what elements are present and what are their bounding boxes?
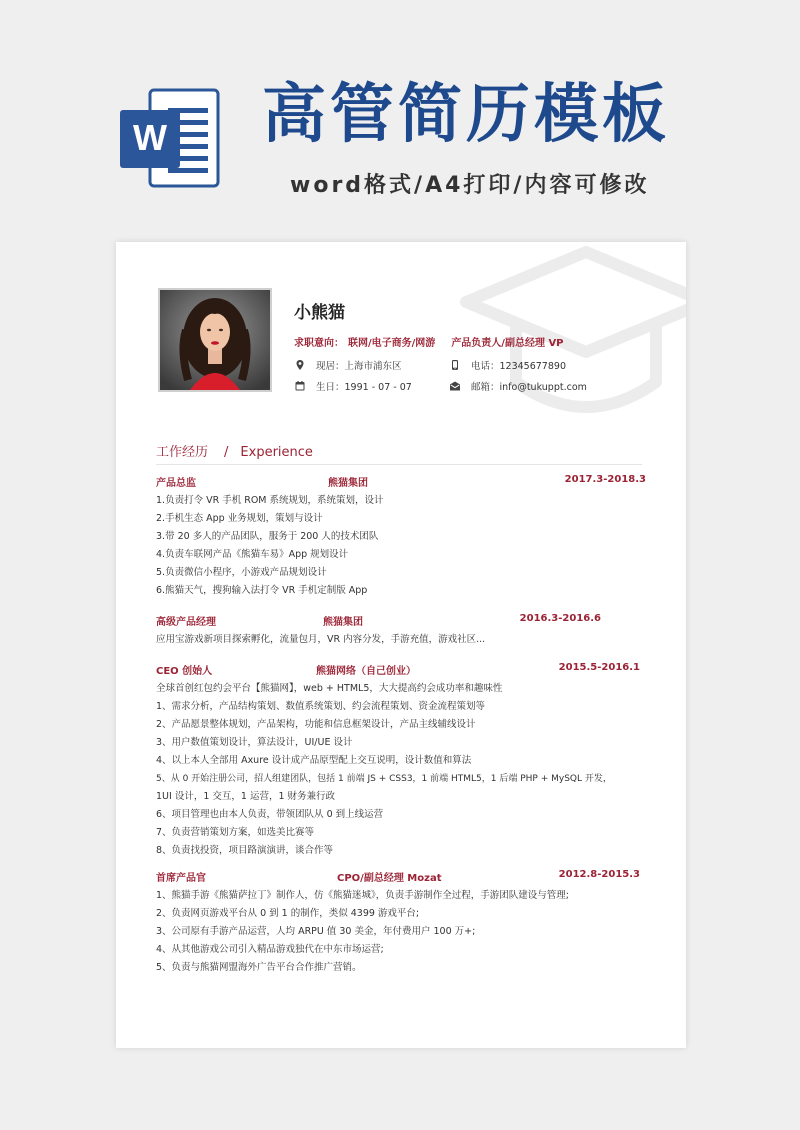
job-line: 4、以上本人全部用 Axure 设计成产品原型配上交互说明，设计数值和算法 bbox=[156, 755, 472, 766]
job-line: 5.负责微信小程序，小游戏产品规划设计 bbox=[156, 567, 327, 578]
job-date: 2012.8-2015.3 bbox=[558, 869, 640, 880]
job-entry bbox=[156, 474, 646, 600]
job-line: 全球首创红包约会平台【熊猫网】，web + HTML5，大大提高约会成功率和趣味性 bbox=[156, 683, 503, 694]
job-company: 熊猫集团 bbox=[328, 478, 368, 489]
job-line: 6.熊猫天气，搜狗输入法打令 VR 手机定制版 App bbox=[156, 585, 368, 596]
job-header bbox=[156, 474, 646, 488]
job-line: 1.负责打令 VR 手机 ROM 系统规划，系统策划，设计 bbox=[156, 495, 384, 506]
job-entry bbox=[156, 869, 646, 977]
resume-page bbox=[116, 242, 686, 1048]
location-row bbox=[294, 358, 402, 372]
job-date: 2016.3-2016.6 bbox=[519, 613, 601, 624]
job-description bbox=[156, 631, 646, 649]
job-date: 2015.5-2016.1 bbox=[558, 662, 640, 673]
email-row bbox=[449, 379, 587, 393]
job-intent-role: 产品负责人/副总经理 VP bbox=[451, 338, 564, 349]
page-subtitle: word格式/A4打印/内容可修改 bbox=[290, 173, 650, 198]
location-pin-icon bbox=[294, 359, 306, 371]
job-title: 产品总监 bbox=[156, 478, 196, 489]
job-line: 1、熊猫手游《熊猫萨拉丁》制作人，仿《熊猫迷城》，负责手游制作全过程，手游团队建设与管理; bbox=[156, 890, 569, 901]
job-line: 8、负责找投资，项目路演演讲，谈合作等 bbox=[156, 845, 334, 856]
job-date: 2017.3-2018.3 bbox=[564, 474, 646, 485]
job-line: 4.负责车联网产品《熊猫车易》App 规划设计 bbox=[156, 549, 349, 560]
job-line: 5、从 0 开始注册公司，招人组建团队，包括 1 前端 JS + CSS3，1 前端 HTML5，1 后端 PHP + MySQL 开发， bbox=[156, 774, 612, 784]
job-line: 5、负责与熊猫网盟海外广告平台合作推广营销。 bbox=[156, 962, 362, 973]
section-title-slash: / bbox=[224, 445, 229, 460]
job-title: 高级产品经理 bbox=[156, 617, 216, 628]
job-line: 1UI 设计，1 交互，1 运营，1 财务兼行政 bbox=[156, 791, 336, 802]
mail-icon bbox=[449, 380, 461, 392]
job-line: 3、用户数值策划设计，算法设计，UI/UE 设计 bbox=[156, 737, 353, 748]
job-line: 2.手机生态 App 业务规划，策划与设计 bbox=[156, 513, 323, 524]
job-intent-field: 联网/电子商务/网游 bbox=[348, 338, 436, 349]
word-logo-letter: W bbox=[133, 117, 167, 158]
birthday-row bbox=[294, 379, 412, 393]
job-line: 2、产品愿景整体规划，产品架构，功能和信息框架设计，产品主线辅线设计 bbox=[156, 719, 476, 730]
job-intent-label: 求职意向： bbox=[294, 338, 344, 349]
job-title: CEO 创始人 bbox=[156, 666, 213, 677]
job-line: 3、公司原有手游产品运营，人均 ARPU 值 30 美金，年付费用户 100 万+; bbox=[156, 926, 476, 937]
job-line: 1、需求分析，产品结构策划、数值系统策划、约会流程策划、资金流程策划等 bbox=[156, 701, 486, 712]
job-line: 3.带 20 多人的产品团队，服务于 200 人的技术团队 bbox=[156, 531, 379, 542]
job-intent bbox=[294, 334, 568, 349]
job-description bbox=[156, 680, 646, 860]
word-document-icon bbox=[114, 82, 226, 194]
birthday-text: 生日：1991 - 07 - 07 bbox=[316, 382, 412, 393]
job-line: 2、负责网页游戏平台从 0 到 1 的制作，类似 4399 游戏平台; bbox=[156, 908, 420, 919]
job-company: CPO/副总经理 Mozat bbox=[337, 873, 442, 884]
section-title-en: Experience bbox=[240, 445, 313, 460]
job-description bbox=[156, 492, 646, 600]
job-line: 4、从其他游戏公司引入精品游戏独代在中东市场运营; bbox=[156, 944, 384, 955]
job-company: 熊猫集团 bbox=[323, 617, 363, 628]
location-text: 现居：上海市浦东区 bbox=[316, 361, 402, 372]
job-description bbox=[156, 887, 646, 977]
job-line: 应用宝游戏新项目探索孵化，流量包月，VR 内容分发，手游充值，游戏社区... bbox=[156, 634, 486, 645]
email-link[interactable]: 邮箱：info@tukuppt.com bbox=[471, 382, 587, 393]
banner bbox=[0, 0, 800, 230]
job-entry bbox=[156, 662, 646, 860]
job-header bbox=[156, 662, 646, 676]
phone-row bbox=[449, 358, 566, 372]
profile-photo bbox=[158, 288, 272, 392]
phone-icon bbox=[449, 359, 461, 371]
job-title: 首席产品官 bbox=[156, 873, 206, 884]
job-entry bbox=[156, 613, 646, 649]
section-title-experience bbox=[156, 441, 313, 460]
section-title-cn: 工作经历 bbox=[156, 445, 209, 460]
job-company: 熊猫网络（自己创业） bbox=[316, 666, 416, 677]
job-line: 7、负责营销策划方案，如选美比赛等 bbox=[156, 827, 315, 838]
section-divider bbox=[156, 464, 642, 465]
page-title: 高管简历模板 bbox=[262, 78, 670, 152]
portrait-illustration bbox=[160, 290, 270, 390]
job-line: 6、项目管理也由本人负责，带领团队从 0 到上线运营 bbox=[156, 809, 384, 820]
phone-text: 电话：12345677890 bbox=[471, 361, 566, 372]
calendar-icon bbox=[294, 380, 306, 392]
job-header bbox=[156, 869, 646, 883]
candidate-name: 小熊猫 bbox=[294, 303, 345, 323]
job-header bbox=[156, 613, 646, 627]
